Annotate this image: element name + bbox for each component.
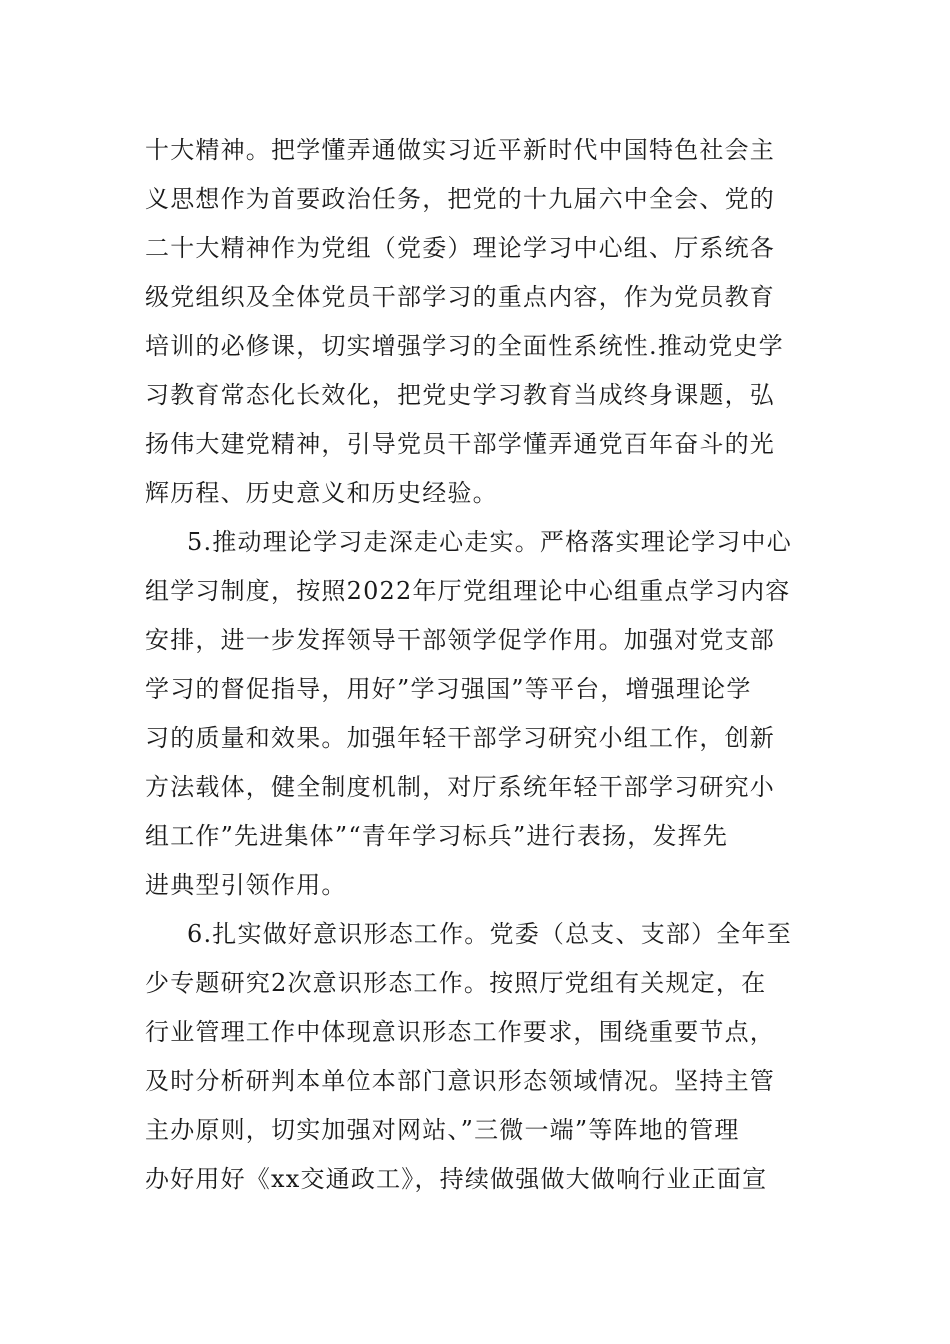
paragraph-2 bbox=[145, 518, 815, 910]
text-line: 5.推动理论学习走深走心走实。严格落实理论学习中心 bbox=[187, 528, 792, 556]
text-line: 组学习制度，按照2022年厅党组理论中心组重点学习内容 bbox=[145, 577, 791, 605]
text-line: 学习的督促指导，用好”学习强国”等平台，增强理论学 bbox=[145, 675, 752, 703]
text-line: 安排，进一步发挥领导干部领学促学作用。加强对党支部 bbox=[145, 626, 775, 654]
document-body bbox=[145, 126, 815, 1204]
text-line: 义思想作为首要政治任务，把党的十九届六中全会、党的 bbox=[145, 185, 775, 213]
paragraph-1 bbox=[145, 126, 815, 518]
text-line: 及时分析研判本单位本部门意识形态领域情况。坚持主管 bbox=[145, 1067, 775, 1095]
text-line: 辉历程、历史意义和历史经验。 bbox=[145, 479, 498, 507]
text-line: 行业管理工作中体现意识形态工作要求，围绕重要节点， bbox=[145, 1018, 775, 1046]
text-line: 级党组织及全体党员干部学习的重点内容，作为党员教育 bbox=[145, 283, 775, 311]
text-line: 组工作”先进集体”“青年学习标兵”进行表扬，发挥先 bbox=[145, 822, 729, 850]
text-line: 办好用好《xx交通政工》，持续做强做大做响行业正面宣 bbox=[145, 1165, 768, 1193]
text-line: 习教育常态化长效化，把党史学习教育当成终身课题，弘 bbox=[145, 381, 775, 409]
text-line: 少专题研究2次意识形态工作。按照厅党组有关规定，在 bbox=[145, 969, 767, 997]
text-line: 十大精神。把学懂弄通做实习近平新时代中国特色社会主 bbox=[145, 136, 775, 164]
paragraph-3 bbox=[145, 910, 815, 1204]
text-line: 二十大精神作为党组（党委）理论学习中心组、厅系统各 bbox=[145, 234, 775, 262]
text-line: 主办原则，切实加强对网站、”三微一端”等阵地的管理 bbox=[145, 1116, 740, 1144]
text-line: 方法载体，健全制度机制，对厅系统年轻干部学习研究小 bbox=[145, 773, 775, 801]
text-line: 进典型引领作用。 bbox=[145, 871, 347, 899]
text-line: 培训的必修课，切实增强学习的全面性系统性.推动党史学 bbox=[145, 332, 784, 360]
text-line: 扬伟大建党精神，引导党员干部学懂弄通党百年奋斗的光 bbox=[145, 430, 775, 458]
text-line: 6.扎实做好意识形态工作。党委（总支、支部）全年至 bbox=[187, 920, 792, 948]
text-line: 习的质量和效果。加强年轻干部学习研究小组工作，创新 bbox=[145, 724, 775, 752]
